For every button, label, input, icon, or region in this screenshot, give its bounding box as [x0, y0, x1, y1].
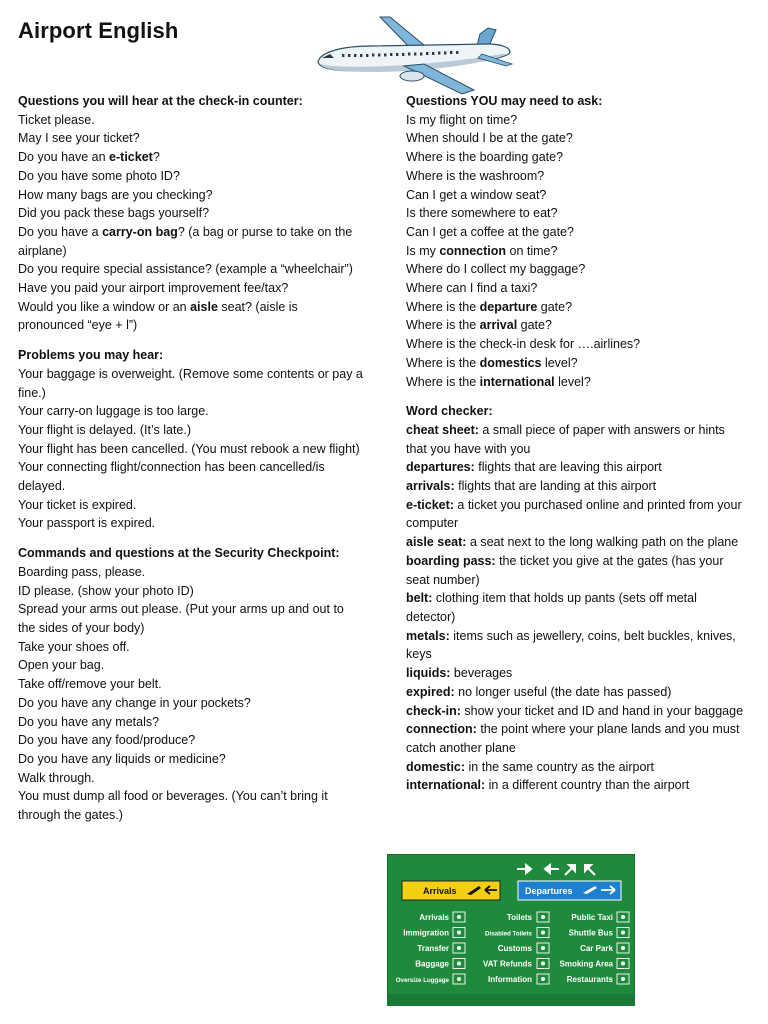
word-term: liquids: [406, 666, 451, 681]
list-item [18, 656, 363, 675]
list-item [406, 223, 746, 242]
list-text: Do you have any food/produce? [18, 733, 196, 748]
sign-item-label: Public Taxi [571, 913, 613, 922]
sign-item-label: Information [488, 975, 532, 984]
list-text: Did you pack these bags yourself? [18, 206, 210, 221]
word-entry [406, 627, 746, 664]
word-entry [406, 421, 746, 458]
ask-heading: Questions YOU may need to ask: [406, 94, 603, 108]
checkin-list [18, 111, 363, 335]
sign-item-label: Transfer [417, 944, 449, 953]
list-text: on time? [506, 243, 558, 258]
sign-arrivals-label: Arrivals [423, 886, 457, 896]
bold-term: departure [479, 299, 538, 314]
sign-pictogram-glyph-icon [621, 931, 625, 935]
word-entry [406, 758, 746, 777]
bold-term: e-ticket [109, 150, 153, 165]
bold-term: international [479, 374, 555, 389]
list-text: Ticket please. [18, 112, 95, 127]
bold-term: connection [439, 243, 507, 258]
list-text: level? [554, 374, 591, 389]
word-entry [406, 683, 746, 702]
list-text: Where can I find a taxi? [406, 281, 538, 296]
word-term: metals: [406, 628, 450, 643]
list-item [18, 713, 363, 732]
list-text: Where is the [406, 318, 480, 333]
list-text: Have you paid your airport improvement fee/tax? [18, 281, 289, 296]
list-text: seat? (aisle is pronounced “eye + l”) [18, 299, 298, 333]
list-item [18, 223, 363, 260]
ask-list [406, 111, 746, 392]
list-item [406, 204, 746, 223]
word-entry [406, 533, 746, 552]
list-item [406, 111, 746, 130]
sign-pictogram-glyph-icon [457, 962, 461, 966]
list-text: Take your shoes off. [18, 639, 130, 654]
left-column [18, 92, 363, 825]
list-text: May I see your ticket? [18, 131, 140, 146]
page-title: Airport English [18, 18, 179, 43]
word-entry [406, 552, 746, 589]
list-text: Where is the [406, 374, 480, 389]
list-text: ? [152, 150, 160, 165]
word-term: departures: [406, 460, 475, 475]
list-text: Where is the [406, 355, 480, 370]
security-list [18, 563, 363, 825]
word-definition: no longer useful (the date has passed) [454, 684, 672, 699]
sign-pictogram-glyph-icon [621, 977, 625, 981]
sign-pictogram-glyph-icon [457, 977, 461, 981]
list-text: Your ticket is expired. [18, 497, 137, 512]
sign-item-label: Car Park [580, 944, 613, 953]
word-term: cheat sheet: [406, 422, 479, 437]
problems-list [18, 365, 363, 533]
list-item [406, 335, 746, 354]
word-term: expired: [406, 684, 455, 699]
list-text: level? [541, 355, 578, 370]
word-entry [406, 589, 746, 626]
word-term: belt: [406, 591, 433, 606]
sign-pictogram-glyph-icon [541, 946, 545, 950]
list-text: Your flight has been cancelled. (You must rebook a new flight) [18, 441, 360, 456]
list-text: You must dump all food or beverages. (You can’t bring it through the gates.) [18, 789, 328, 823]
list-item [18, 167, 363, 186]
sign-item-label: Immigration [403, 928, 449, 938]
word-term: check-in: [406, 703, 461, 718]
list-text: Your flight is delayed. (It’s late.) [18, 422, 192, 437]
word-entry [406, 720, 746, 757]
list-item [18, 600, 363, 637]
list-item [18, 638, 363, 657]
list-text: Your connecting flight/connection has been cancelled/is delayed. [18, 460, 325, 494]
list-text: Would you like a window or an [18, 299, 191, 314]
list-item [18, 186, 363, 205]
word-definition: flights that are leaving this airport [474, 460, 662, 475]
list-item [18, 731, 363, 750]
word-entry [406, 664, 746, 683]
word-term: e-ticket: [406, 497, 454, 512]
bold-term: aisle [190, 299, 218, 314]
sign-pictogram-glyph-icon [457, 915, 461, 919]
sign-pictogram-glyph-icon [541, 977, 545, 981]
word-entry [406, 477, 746, 496]
word-entry [406, 496, 746, 533]
list-item [406, 167, 746, 186]
word-definition: a seat next to the long walking path on the plane [466, 535, 739, 550]
list-text: Do you have any change in your pockets? [18, 695, 251, 710]
word-term: connection: [406, 722, 477, 737]
right-column [406, 92, 746, 795]
word-checker-list [406, 421, 746, 795]
word-definition: a small piece of paper with answers or hints that you have with you [406, 422, 725, 456]
list-item [406, 354, 746, 373]
list-text: Open your bag. [18, 658, 105, 673]
sign-item-label: VAT Refunds [482, 959, 532, 969]
sign-item-label: Shuttle Bus [568, 928, 613, 938]
list-item [406, 260, 746, 279]
list-text: Your baggage is overweight. (Remove some contents or pay a fine.) [18, 366, 363, 400]
word-definition: beverages [450, 666, 513, 681]
list-text: ? (a bag or purse to take on the airplane) [18, 224, 353, 258]
list-text: Is there somewhere to eat? [406, 206, 558, 221]
sign-item-label: Toilets [506, 913, 532, 922]
list-item [18, 582, 363, 601]
sign-item-label: Smoking Area [559, 959, 613, 969]
bold-term: carry-on bag [102, 224, 178, 239]
word-definition: the ticket you give at the gates (has your seat number) [406, 553, 724, 587]
list-item [18, 769, 363, 788]
list-text: Can I get a coffee at the gate? [406, 224, 574, 239]
sign-item-label: Baggage [415, 959, 449, 969]
list-item [18, 496, 363, 515]
checkin-heading: Questions you will hear at the check-in counter: [18, 94, 303, 108]
list-item [406, 186, 746, 205]
list-item [18, 750, 363, 769]
list-item [18, 365, 363, 402]
list-text: Do you have any liquids or medicine? [18, 751, 226, 766]
sign-item-label: Customs [497, 944, 532, 953]
list-item [18, 402, 363, 421]
sign-pictogram-glyph-icon [621, 946, 625, 950]
list-text: Can I get a window seat? [406, 187, 547, 202]
list-text: Walk through. [18, 770, 95, 785]
sign-pictogram-glyph-icon [621, 915, 625, 919]
list-text: Your passport is expired. [18, 516, 156, 531]
sign-pictogram-glyph-icon [541, 962, 545, 966]
list-item [406, 242, 746, 261]
list-item [406, 298, 746, 317]
sign-departures-label: Departures [525, 886, 573, 896]
word-term: domestic: [406, 759, 466, 774]
list-item [18, 298, 363, 335]
word-definition: flights that are landing at this airport [454, 479, 657, 494]
list-item [18, 279, 363, 298]
word-checker-heading: Word checker: [406, 404, 493, 419]
list-item [18, 675, 363, 694]
sign-pictogram-glyph-icon [621, 962, 625, 966]
list-item [18, 260, 363, 279]
list-text: Where is the boarding gate? [406, 150, 564, 165]
list-text: Is my flight on time? [406, 112, 518, 127]
list-text: Is my [406, 243, 440, 258]
word-term: arrivals: [406, 479, 455, 494]
bold-term: arrival [479, 318, 518, 333]
airport-sign-graphic [387, 854, 635, 1006]
list-text: Your carry-on luggage is too large. [18, 404, 209, 419]
list-text: Spread your arms out please. (Put your arms up and out to the sides of your body) [18, 602, 344, 635]
list-text: Take off/remove your belt. [18, 677, 162, 692]
sign-item-label: Oversize Luggage [395, 977, 449, 984]
list-text: Boarding pass, please. [18, 564, 146, 579]
list-text: Where is the washroom? [406, 168, 545, 183]
list-text: gate? [537, 299, 573, 314]
list-item [406, 316, 746, 335]
list-text: Where is the [406, 299, 480, 314]
word-entry [406, 458, 746, 477]
list-item [406, 373, 746, 392]
word-term: boarding pass: [406, 553, 496, 568]
list-text: Where is the check-in desk for ….airlines? [406, 337, 641, 352]
list-item [18, 458, 363, 495]
word-term: international: [406, 778, 486, 793]
list-item [18, 421, 363, 440]
list-text: Do you require special assistance? (example a “wheelchair”) [18, 262, 353, 277]
list-item [18, 440, 363, 459]
security-heading: Commands and questions at the Security Checkpoint: [18, 546, 340, 561]
list-text: When should I be at the gate? [406, 131, 573, 146]
list-item [18, 563, 363, 582]
list-text: ID please. (show your photo ID) [18, 583, 194, 598]
sign-item-label: Arrivals [419, 913, 449, 922]
list-item [18, 787, 363, 824]
list-text: gate? [517, 318, 552, 333]
list-item [18, 148, 363, 167]
word-definition: items such as jewellery, coins, belt buckles, knives, keys [406, 628, 736, 662]
list-item [406, 148, 746, 167]
list-item [18, 129, 363, 148]
word-definition: clothing item that holds up pants (sets off metal detector) [406, 591, 697, 624]
list-item [18, 514, 363, 533]
list-text: Do you have an [18, 150, 110, 165]
list-item [406, 129, 746, 148]
word-definition: a ticket you purchased online and printed from your computer [406, 497, 742, 531]
list-text: Do you have a [18, 224, 103, 239]
list-item [406, 279, 746, 298]
list-text: Where do I collect my baggage? [406, 262, 586, 277]
word-term: aisle seat: [406, 535, 467, 550]
word-entry [406, 702, 746, 721]
list-item [18, 111, 363, 130]
list-text: Do you have any metals? [18, 714, 160, 729]
word-definition: in a different country than the airport [485, 778, 690, 793]
sign-item-label: Disabled Toilets [485, 930, 532, 938]
sign-pictogram-glyph-icon [457, 931, 461, 935]
list-item [18, 204, 363, 223]
sign-item-label: Restaurants [566, 975, 613, 984]
bold-term: domestics [479, 355, 542, 370]
word-definition: show your ticket and ID and hand in your baggage [460, 703, 744, 718]
sign-pictogram-glyph-icon [457, 946, 461, 950]
sign-pictogram-glyph-icon [541, 931, 545, 935]
list-item [18, 694, 363, 713]
list-text: How many bags are you checking? [18, 187, 213, 202]
word-definition: the point where your plane lands and you must catch another plane [406, 722, 740, 755]
sign-pictogram-glyph-icon [541, 915, 545, 919]
word-entry [406, 776, 746, 795]
airplane-illustration [312, 14, 522, 96]
word-definition: in the same country as the airport [465, 759, 655, 774]
airport-sign-illustration [387, 854, 635, 1006]
problems-heading: Problems you may hear: [18, 348, 164, 363]
list-text: Do you have some photo ID? [18, 168, 180, 183]
